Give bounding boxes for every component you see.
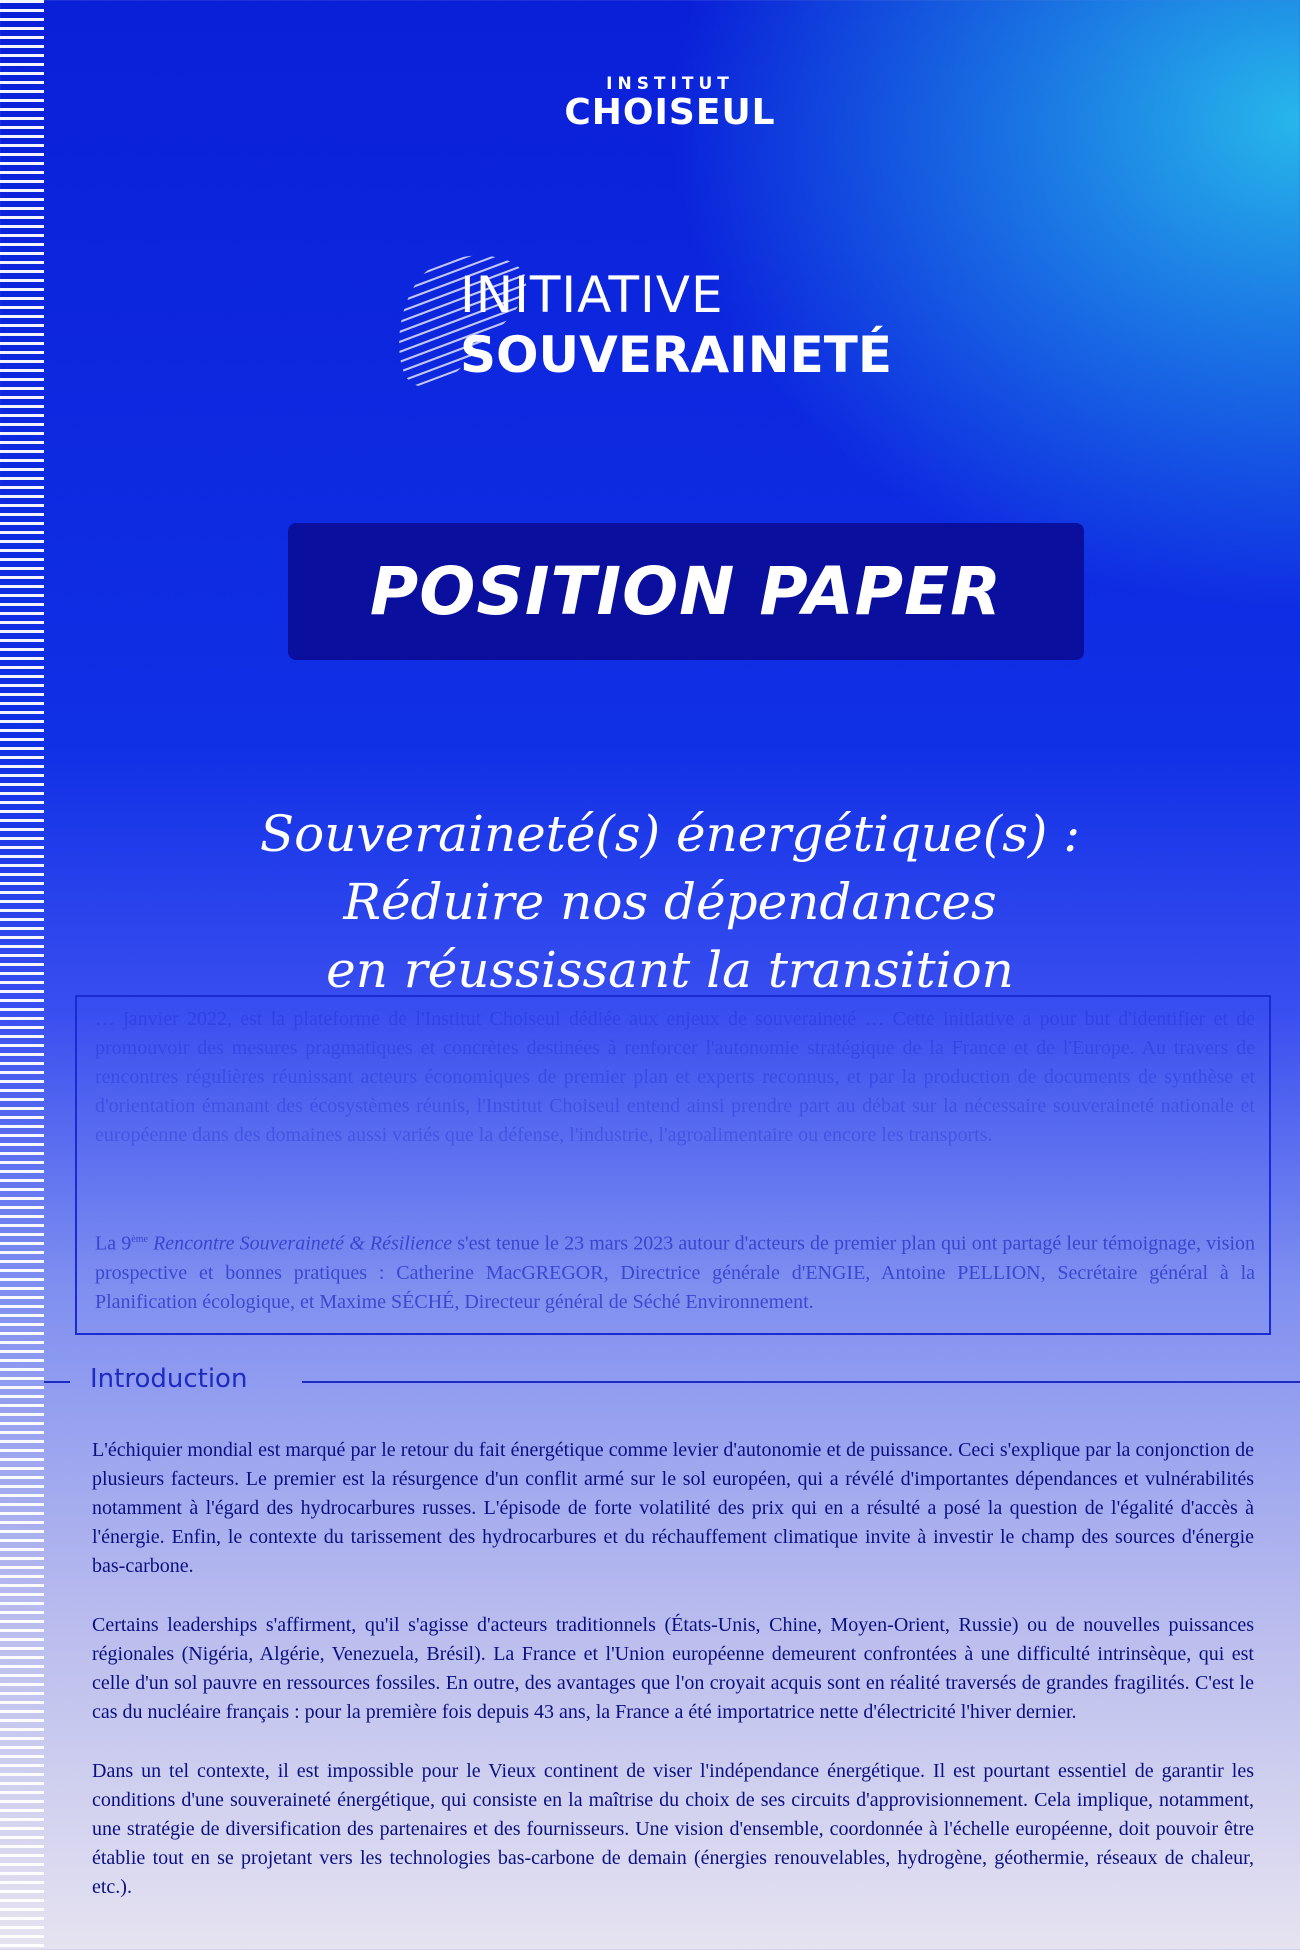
logo-choiseul-text: CHOISEUL	[564, 92, 776, 133]
title-line-1: Souveraineté(s) énergétique(s) :	[259, 805, 1081, 863]
section-rule-right	[302, 1381, 1300, 1383]
initiative-description	[95, 1005, 1255, 1172]
event-name: Rencontre Souveraineté & Résilience	[153, 1232, 453, 1255]
body-paragraph: Dans un tel contexte, il est impossible pour le Vieux continent de viser l'indépendance énergétique. Il est pourtant essentiel de garantir les conditions d'une souveraineté énergétique, qui consiste en la maîtrise du choix de ses circuits d'approvisionnement. Cela implique, notamment, une stratégie de diversification des partenaires et des fournisseurs. Une vision d'ensemble, coordonnée à l'échelle européenne, doit pouvoir être établie tout en se projetant vers les technologies bas-carbone de demain (énergies renouvelables, hydrogène, géothermie, réseaux de chaleur, etc.).	[92, 1760, 1254, 1898]
initiative-title: INITIATIVE	[460, 266, 724, 324]
body-paragraph: L'échiquier mondial est marqué par le retour du fait énergétique comme levier d'autonomie et de puissance. Ceci s'explique par la conjonction de plusieurs facteurs. Le premier est la résurgence d'un conflit armé sur le sol européen, qui a révélé d'importantes dépendances et vulnérabilités notamment à l'égard des hydrocarbures russes. L'épisode de forte volatilité des prix qui en a résulté a posé la question de l'égalité d'accès à l'énergie. Enfin, le contexte du tarissement des hydrocarbures et du réchauffement climatique invite à investir le champ des sources d'énergie bas-carbone.	[92, 1439, 1254, 1577]
event-superscript: ème	[131, 1234, 148, 1245]
souverainete-title: SOUVERAINETÉ	[460, 326, 893, 384]
position-paper-label: POSITION PAPER	[369, 553, 1003, 630]
event-paragraph	[95, 1225, 1255, 1317]
event-prefix: La 9	[95, 1232, 132, 1255]
side-stripes-decoration	[0, 0, 44, 1950]
position-paper-badge	[288, 523, 1084, 660]
body-paragraph: Certains leaderships s'affirment, qu'il s'agisse d'acteurs traditionnels (États-Unis, Chine, Moyen-Orient, Russie) ou de nouvelles puissances régionales (Nigéria, Algérie, Venezuela, Brésil). La France et l'Union européenne demeurent confrontées à une difficulté intrinsèque, qui est celle d'un sol pauvre en ressources fossiles. En outre, des avantages que l'on croyait acquis sont en réalité traversés de grandes fragilités. C'est le cas du nucléaire français : pour la première fois depuis 43 ans, la France a été importatrice nette d'électricité l'hiver dernier.	[92, 1614, 1254, 1723]
section-heading: Introduction	[90, 1364, 248, 1394]
initiative-paragraph: … janvier 2022, est la plateforme de l'Institut Choiseul dédiée aux enjeux de souveraineté … Cette initiative a pour but d'identifier et de promouvoir des mesures pragmatiques et concrètes destinées à renforcer l'autonomie stratégique de la France et de l'Europe. Au travers de rencontres régulières réunissant acteurs économiques de premier plan et experts reconnus, et par la production de documents de synthèse et d'orientation émanant des écosystèmes réunis, l'Institut Choiseul entend ainsi prendre part au débat sur la nécessaire souveraineté nationale et européenne dans des domaines aussi variés que la défense, l'industrie, l'agroalimentaire ou encore les transports.	[95, 1008, 1255, 1146]
logo-institut-text: INSTITUT	[606, 74, 734, 94]
title-line-2: Réduire nos dépendances	[343, 873, 997, 931]
title-line-3: en réussissant la transition	[326, 941, 1014, 999]
document-title	[100, 800, 1240, 1004]
section-rule-left	[44, 1381, 70, 1383]
introduction-body	[92, 1436, 1254, 1932]
event-details: s'est tenue le 23 mars 2023 autour d'acteurs de premier plan qui ont partagé leur témoignage, vision prospective et bonnes pratiques : Catherine MacGREGOR, Directrice générale d'ENGIE, Antoine PELLION, Secrétaire général à la Planification écologique, et Maxime SÉCHÉ, Directeur général de Séché Environnement.	[95, 1232, 1255, 1313]
